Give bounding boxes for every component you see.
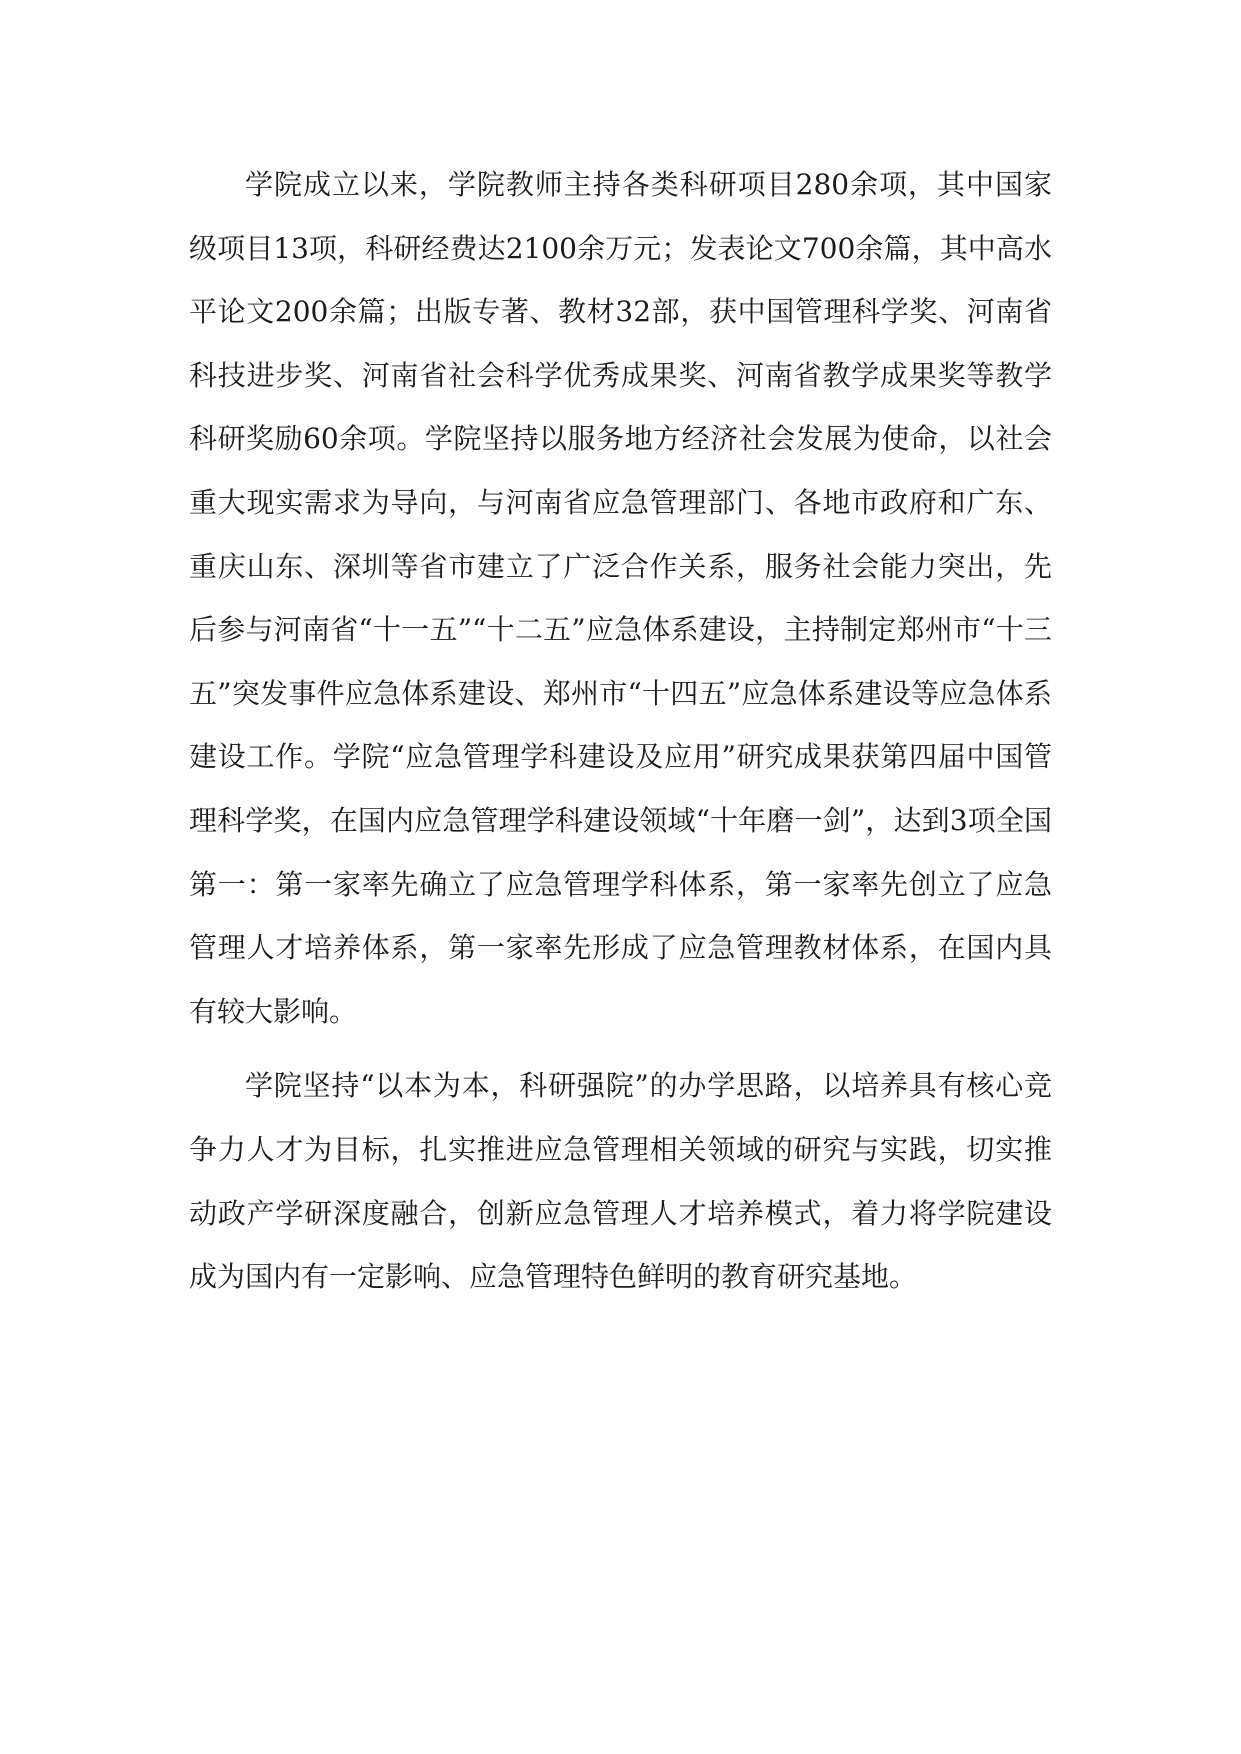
document-body <box>189 153 1052 1309</box>
paragraph-school-philosophy: 学院坚持“以本为本，科研强院”的办学思路，以培养具有核心竞争力人才为目标，扎实推进应急管理相关领域的研究与实践，切实推动政产学研深度融合，创新应急管理人才培养模式，着力将学院建设成为国内有一定影响、应急管理特色鲜明的教育研究基地。 <box>189 1069 1052 1294</box>
paragraph-research-achievements: 学院成立以来，学院教师主持各类科研项目280余项，其中国家级项目13项，科研经费达2100余万元；发表论文700余篇，其中高水平论文200余篇；出版专著、教材32部，获中国管理科学奖、河南省科技进步奖、河南省社会科学优秀成果奖、河南省教学成果奖等教学科研奖励60余项。学院坚持以服务地方经济社会发展为使命，以社会重大现实需求为导向，与河南省应急管理部门、各地市政府和广东、重庆山东、深圳等省市建立了广泛合作关系，服务社会能力突出，先后参与河南省“十一五”“十二五”应急体系建设，主持制定郑州市“十三五”突发事件应急体系建设、郑州市“十四五”应急体系建设等应急体系建设工作。学院“应急管理学科建设及应用”研究成果获第四届中国管理科学奖，在国内应急管理学科建设领域“十年磨一剑”，达到3项全国第一：第一家率先确立了应急管理学科体系，第一家率先创立了应急管理人才培养体系，第一家率先形成了应急管理教材体系，在国内具有较大影响。 <box>189 168 1052 1028</box>
